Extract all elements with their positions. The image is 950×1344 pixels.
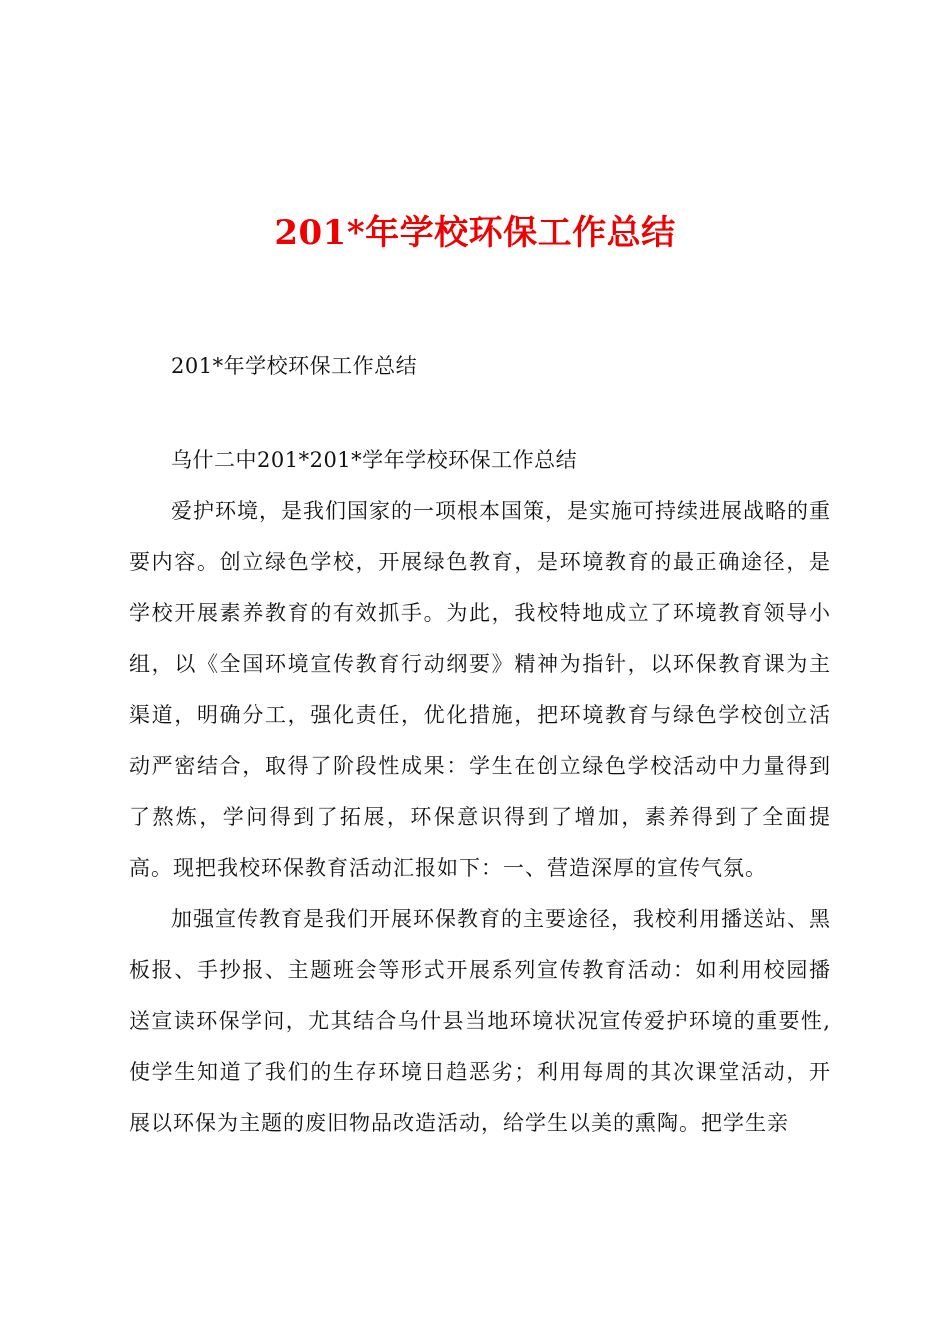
paragraph: 爱护环境，是我们国家的一项根本国策，是实施可持续进展战略的重要内容。创立绿色学校，开展绿色教育，是环境教育的最正确途径，是学校开展素养教育的有效抓手。为此，我校特地成立了环境教育领导小组，以《全国环境宣传教育行动纲要》精神为指针，以环保教育课为主渠道，明确分工，强化责任，优化措施，把环境教育与绿色学校创立活动严密结合，取得了阶段性成果：学生在创立绿色学校活动中力量得到了熬炼，学问得到了拓展，环保意识得到了增加，素养得到了全面提高。现把我校环保教育活动汇报如下：一、营造深厚的宣传气氛。: [129, 499, 831, 880]
document-title: 201*年学校环保工作总结: [274, 213, 676, 253]
school-heading: 乌什二中201*201*学年学校环保工作总结: [171, 448, 578, 472]
paragraph: 加强宣传教育是我们开展环保教育的主要途径，我校利用播送站、黑板报、手抄报、主题班会等形式开展系列宣传教育活动：如利用校园播送宣读环保学问，尤其结合乌什县当地环境状况宣传爱护环境的重要性,使学生知道了我们的生存环境日趋恶劣；利用每周的其次课堂活动，开展以环保为主题的废旧物品改造活动，给学生以美的熏陶。把学生亲: [129, 907, 831, 1135]
document-subtitle: 201*年学校环保工作总结: [171, 354, 418, 378]
document-body: [129, 346, 831, 1149]
